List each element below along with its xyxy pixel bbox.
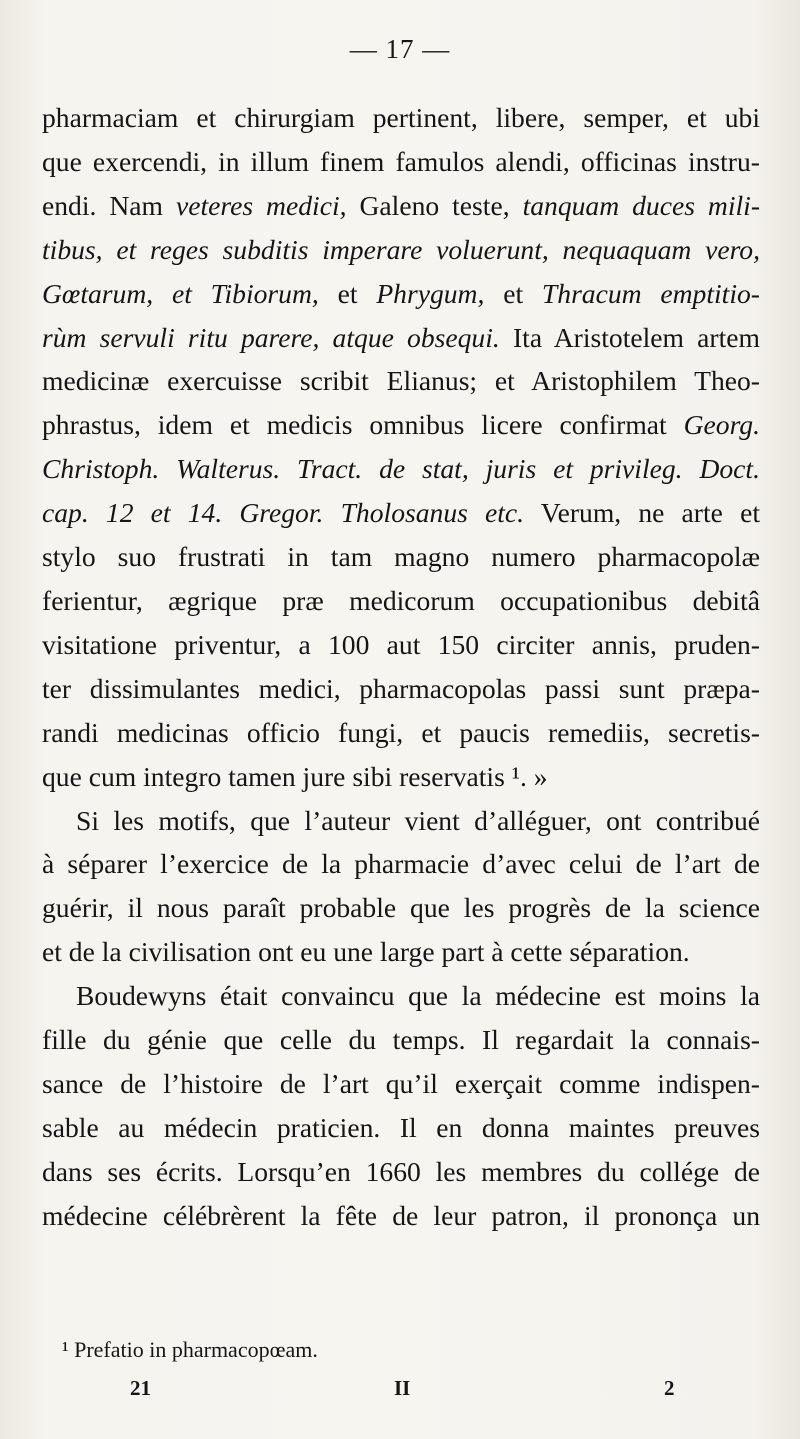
text-line bbox=[42, 491, 760, 535]
text-line bbox=[42, 886, 760, 930]
text-segment: que exercendi, in illum finem famulos alendi, officinas instru- bbox=[42, 145, 760, 177]
italic-text-segment: Phrygum, bbox=[376, 277, 485, 309]
text-segment: et de la civilisation ont eu une large part à cette séparation. bbox=[42, 936, 690, 968]
text-segment: ferientur, ægrique præ medicorum occupationibus debitâ bbox=[42, 584, 760, 616]
text-line bbox=[42, 316, 760, 360]
footnote: ¹ Prefatio in pharmacopœam. bbox=[62, 1337, 318, 1362]
text-segment: Verum, ne arte et bbox=[524, 497, 760, 529]
text-line bbox=[42, 447, 760, 491]
text-segment: medicinæ exercuisse scribit Elianus; et Aristophilem Theo- bbox=[42, 365, 760, 397]
text-line bbox=[42, 755, 760, 799]
text-line bbox=[42, 140, 760, 184]
page-number: — 17 — bbox=[349, 34, 451, 64]
text-segment: sance de l’histoire de l’art qu’il exerçait comme indispen- bbox=[42, 1067, 760, 1099]
italic-text-segment: tibus, et reges subditis imperare voluerunt, nequaquam vero, bbox=[42, 233, 760, 265]
text-line bbox=[42, 272, 760, 316]
italic-text-segment: veteres medici, bbox=[175, 189, 347, 221]
signature-mark-right: 2 bbox=[664, 1376, 675, 1400]
text-segment: sable au médecin praticien. Il en donna maintes preuves bbox=[42, 1111, 760, 1143]
printer-signatures bbox=[0, 1376, 800, 1406]
text-segment: ter dissimulantes medici, pharmacopolas passi sunt præpa- bbox=[42, 672, 760, 704]
text-segment: randi medicinas officio fungi, et paucis remediis, secretis- bbox=[42, 716, 760, 748]
text-segment: Ita Aristotelem artem bbox=[499, 321, 760, 353]
text-line bbox=[42, 842, 760, 886]
text-line bbox=[42, 535, 760, 579]
text-segment: à séparer l’exercice de la pharmacie d’avec celui de l’art de bbox=[42, 848, 760, 880]
text-line bbox=[42, 359, 760, 403]
text-segment: stylo suo frustrati in tam magno numero pharmacopolæ bbox=[42, 541, 760, 573]
text-line bbox=[42, 579, 760, 623]
italic-text-segment: Thracum emptitio- bbox=[541, 277, 760, 309]
text-segment: guérir, il nous paraît probable que les progrès de la science bbox=[42, 892, 760, 924]
text-segment: endi. Nam bbox=[42, 189, 176, 221]
text-line bbox=[42, 799, 760, 843]
italic-text-segment: Gœtarum, et Tibiorum, bbox=[42, 277, 319, 309]
text-segment: et bbox=[318, 277, 377, 309]
text-line bbox=[42, 228, 760, 272]
italic-text-segment: Christoph. Walterus. Tract. de stat, juris et privileg. Doct. bbox=[42, 453, 760, 485]
text-segment: Galeno teste, bbox=[346, 189, 523, 221]
text-line bbox=[42, 711, 760, 755]
text-line bbox=[42, 1018, 760, 1062]
body-text bbox=[42, 96, 760, 1238]
text-line bbox=[42, 184, 760, 228]
text-segment: pharmaciam et chirurgiam pertinent, libere, semper, et ubi bbox=[42, 102, 760, 133]
italic-text-segment: Georg. bbox=[683, 409, 760, 441]
text-segment: Boudewyns était convaincu que la médecine est moins la bbox=[76, 980, 760, 1012]
text-line bbox=[42, 974, 760, 1018]
signature-mark-center: II bbox=[394, 1376, 411, 1400]
text-line bbox=[42, 96, 760, 140]
text-line bbox=[42, 930, 760, 974]
text-line bbox=[42, 1106, 760, 1150]
text-line bbox=[42, 403, 760, 447]
signature-mark-left: 21 bbox=[130, 1376, 151, 1400]
text-segment: fille du génie que celle du temps. Il regardait la connais- bbox=[42, 1024, 760, 1056]
text-segment: Si les motifs, que l’auteur vient d’alléguer, ont contribué bbox=[76, 804, 760, 836]
italic-text-segment: cap. 12 et 14. Gregor. Tholosanus etc. bbox=[42, 497, 525, 529]
text-segment: dans ses écrits. Lorsqu’en 1660 les membres du collége de bbox=[42, 1155, 760, 1187]
text-line bbox=[42, 623, 760, 667]
italic-text-segment: tanquam duces mili- bbox=[522, 189, 761, 221]
text-line bbox=[42, 1194, 760, 1238]
italic-text-segment: rùm servuli ritu parere, atque obsequi. bbox=[42, 321, 500, 353]
text-line bbox=[42, 1150, 760, 1194]
text-segment: et bbox=[484, 277, 542, 309]
text-line bbox=[42, 1062, 760, 1106]
text-segment: phrastus, idem et medicis omnibus licere confirmat bbox=[42, 409, 684, 441]
text-segment: visitatione priventur, a 100 aut 150 circiter annis, pruden- bbox=[42, 628, 760, 660]
text-line bbox=[42, 667, 760, 711]
text-segment: médecine célébrèrent la fête de leur patron, il prononça un bbox=[42, 1199, 760, 1231]
text-segment: que cum integro tamen jure sibi reservatis ¹. » bbox=[42, 760, 548, 792]
